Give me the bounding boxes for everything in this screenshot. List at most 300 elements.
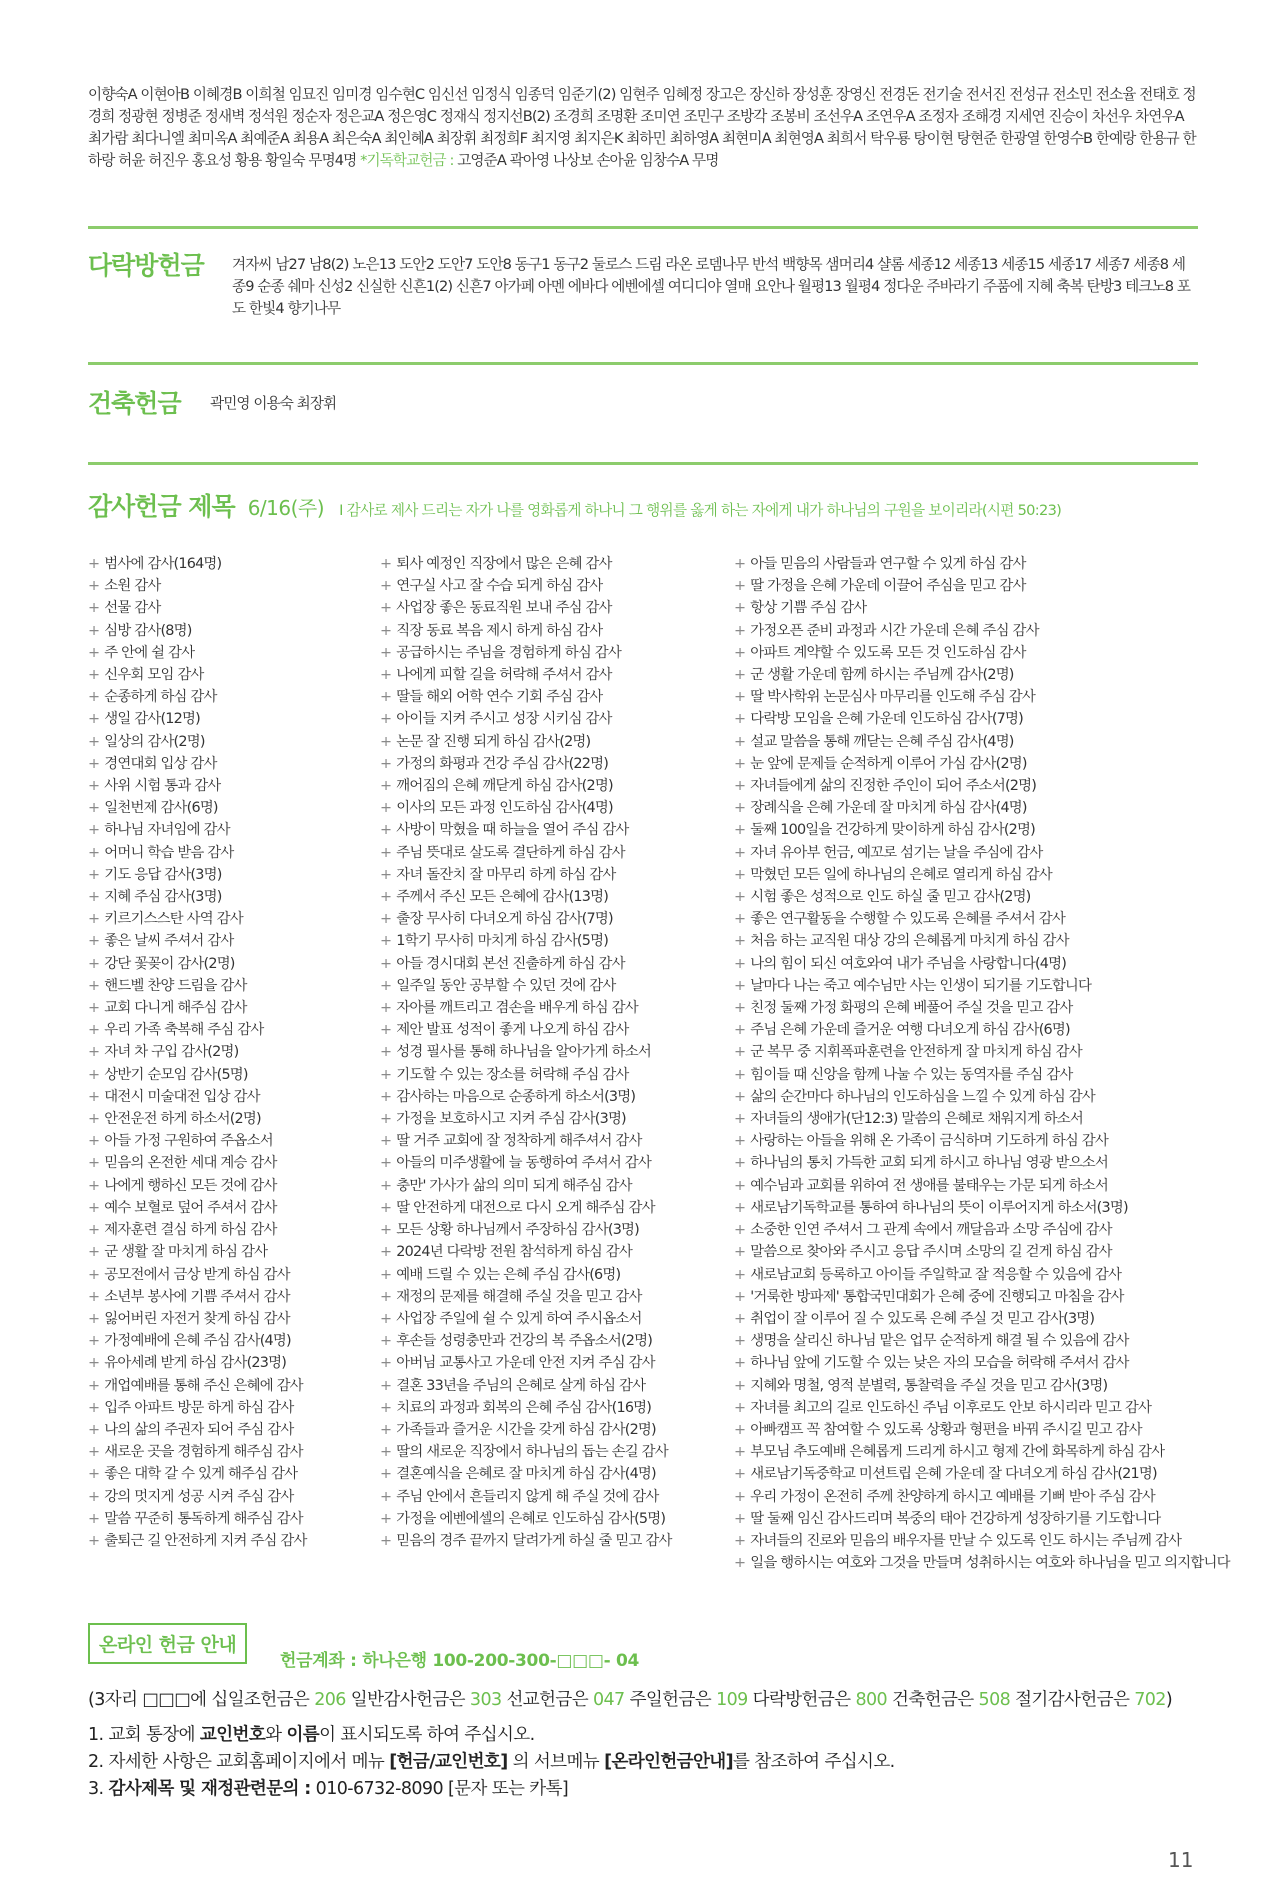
thanks-item-text: 핸드벨 찬양 드림을 감사 — [104, 977, 247, 994]
plus-icon: + — [380, 977, 392, 994]
thanks-item — [380, 708, 672, 730]
plus-icon: + — [734, 1444, 746, 1461]
thanks-item — [734, 1264, 1230, 1286]
thanks-item — [734, 997, 1230, 1019]
plus-icon: + — [380, 1266, 392, 1283]
thanks-item — [88, 731, 307, 753]
plus-icon: + — [380, 1488, 392, 1505]
note-1-text: 1. 교회 통장에 — [88, 1725, 195, 1745]
thanks-item — [88, 553, 307, 575]
plus-icon: + — [734, 556, 746, 572]
thanks-item-text: 새로남기독중학교 미션트립 은혜 가운데 잘 다녀오게 하심 감사(21명) — [750, 1466, 1157, 1483]
thanks-item-text: 아들의 미주생활에 늘 동행하여 주셔서 감사 — [396, 1155, 651, 1172]
thanks-item — [88, 708, 307, 730]
thanks-list-column-3 — [734, 553, 1230, 1574]
plus-icon: + — [734, 1222, 746, 1239]
thanks-item-text: 자녀 돌잔치 잘 마무리 하게 하심 감사 — [396, 866, 616, 883]
plus-icon: + — [734, 1555, 746, 1572]
thanks-item-text: 새로운 곳을 경험하게 해주심 감사 — [104, 1444, 303, 1461]
section-divider — [88, 462, 1198, 465]
thanks-item-text: 일상의 감사(2명) — [104, 733, 205, 750]
thanks-item-text: 딸 둘째 임신 감사드리며 복중의 태아 건강하게 성장하기를 기도합니다 — [750, 1510, 1161, 1527]
plus-icon: + — [88, 1066, 100, 1083]
thanks-item-text: 가정을 에벤에셀의 은혜로 인도하심 감사(5명) — [396, 1510, 666, 1527]
plus-icon: + — [734, 689, 746, 706]
thanks-item — [380, 1486, 672, 1508]
thanks-item — [380, 575, 672, 597]
thanks-item-text: 소원 감사 — [104, 578, 161, 595]
plus-icon: + — [734, 667, 746, 684]
thanks-item — [88, 1041, 307, 1063]
plus-icon: + — [88, 1488, 100, 1505]
plus-icon: + — [734, 866, 746, 883]
thanks-item — [88, 997, 307, 1019]
thanks-item-text: 힘이들 때 신앙을 함께 나눌 수 있는 동역자를 주심 감사 — [750, 1066, 1073, 1083]
thanks-offering-date: 6/16(주) — [247, 496, 325, 520]
thanks-item-text: 사위 시험 통과 감사 — [104, 778, 221, 795]
thanks-item — [88, 819, 307, 841]
thanks-list-column-2 — [380, 553, 672, 1552]
plus-icon: + — [88, 711, 100, 728]
thanks-item — [380, 1108, 672, 1130]
plus-icon: + — [88, 866, 100, 883]
thanks-item-text: 주 안에 쉴 감사 — [104, 644, 195, 661]
thanks-item-text: 아빠캠프 꼭 참여할 수 있도록 상황과 형편을 바꿔 주시길 믿고 감사 — [750, 1421, 1142, 1438]
thanks-item — [88, 1486, 307, 1508]
thanks-item — [88, 797, 307, 819]
thanks-item-text: 말씀 꾸준히 통독하게 해주심 감사 — [104, 1510, 303, 1527]
plus-icon: + — [734, 711, 746, 728]
thanks-item — [88, 1086, 307, 1108]
thanks-item — [380, 797, 672, 819]
thanks-offering-title: 감사헌금 제목 — [88, 492, 235, 521]
plus-icon: + — [734, 1022, 746, 1039]
plus-icon: + — [88, 1088, 100, 1105]
thanks-item — [88, 1508, 307, 1530]
codes-prefix: (3자리 □□□에 십일조헌금은 — [88, 1690, 310, 1710]
plus-icon: + — [380, 1155, 392, 1172]
thanks-item — [380, 753, 672, 775]
mission-code: 047 — [592, 1690, 625, 1710]
thanks-item — [734, 1419, 1230, 1441]
thanks-item-text: 사업장 주일에 쉴 수 있게 하여 주시옵소서 — [396, 1310, 642, 1327]
christian-school-offering-label: *기독학교헌금 : — [360, 152, 454, 169]
thanks-item-text: 생일 감사(12명) — [104, 711, 200, 728]
thanks-item — [88, 1330, 307, 1352]
thanks-item-text: 군 생활 잘 마치게 하심 감사 — [104, 1244, 268, 1261]
thanks-item — [380, 930, 672, 952]
plus-icon: + — [734, 822, 746, 839]
page-number: 11 — [1168, 1848, 1194, 1872]
note-2-text: 2. 자세한 사항은 교회홈페이지에서 메뉴 — [88, 1752, 385, 1772]
note-2-sub: 의 서브메뉴 — [512, 1752, 600, 1772]
donor-names-list — [88, 84, 1198, 172]
thanks-item-text: 제자훈련 결심 하게 하심 감사 — [104, 1222, 277, 1239]
thanks-item — [88, 1441, 307, 1463]
plus-icon: + — [88, 977, 100, 994]
thanks-item — [380, 975, 672, 997]
online-offering-guide-badge: 온라인 헌금 안내 — [88, 1623, 247, 1664]
mission-label: 선교헌금은 — [506, 1690, 589, 1710]
thanks-item-text: 결혼예식을 은혜로 잘 마치게 하심 감사(4명) — [396, 1466, 656, 1483]
thanks-item — [734, 1152, 1230, 1174]
thanks-item-text: 딸 안전하게 대전으로 다시 오게 해주심 감사 — [396, 1199, 655, 1216]
thanks-item — [88, 1241, 307, 1263]
plus-icon: + — [734, 1288, 746, 1305]
plus-icon: + — [88, 1266, 100, 1283]
thanks-item-text: 순종하게 하심 감사 — [104, 689, 217, 706]
thanks-item-text: 가족들과 즐거운 시간을 갖게 하심 감사(2명) — [396, 1421, 656, 1438]
thanks-item-text: 주님 뜻대로 살도록 결단하게 하심 감사 — [396, 844, 625, 861]
thanks-item — [734, 620, 1230, 642]
thanks-item-text: 주께서 주신 모든 은혜에 감사(13명) — [396, 889, 609, 906]
plus-icon: + — [380, 711, 392, 728]
thanks-item — [734, 1463, 1230, 1485]
plus-icon: + — [88, 1222, 100, 1239]
thanks-item — [88, 1419, 307, 1441]
plus-icon: + — [88, 1355, 100, 1372]
thanks-item-text: 삶의 순간마다 하나님의 인도하심을 느낄 수 있게 하심 감사 — [750, 1088, 1095, 1105]
plus-icon: + — [734, 955, 746, 972]
thanks-item — [380, 1264, 672, 1286]
plus-icon: + — [734, 578, 746, 595]
thanks-item — [734, 553, 1230, 575]
thanks-item-text: 아파트 계약할 수 있도록 모든 것 인도하심 감사 — [750, 644, 1026, 661]
thanks-item — [380, 1330, 672, 1352]
plus-icon: + — [88, 1177, 100, 1194]
thanks-item — [734, 975, 1230, 997]
plus-icon: + — [88, 733, 100, 750]
plus-icon: + — [88, 1022, 100, 1039]
thanks-item — [88, 1197, 307, 1219]
thanks-item — [380, 553, 672, 575]
plus-icon: + — [734, 933, 746, 950]
thanks-item — [734, 1130, 1230, 1152]
thanks-item-text: 아들 가정 구원하여 주옵소서 — [104, 1133, 273, 1150]
thanks-item-text: 어머니 학습 받음 감사 — [104, 844, 234, 861]
thanks-item-text: 예수 보혈로 덮어 주셔서 감사 — [104, 1199, 277, 1216]
thanks-item-text: 나에게 피할 길을 허락해 주셔서 감사 — [396, 667, 612, 684]
thanks-item-text: 입주 아파트 방문 하게 하심 감사 — [104, 1399, 294, 1416]
thanks-item — [734, 1064, 1230, 1086]
thanks-item — [380, 597, 672, 619]
thanks-item-text: 제안 발표 성적이 좋게 나오게 하심 감사 — [396, 1022, 629, 1039]
thanks-item — [734, 642, 1230, 664]
thanks-item — [88, 1152, 307, 1174]
thanks-item — [380, 1308, 672, 1330]
plus-icon: + — [380, 1466, 392, 1483]
thanks-item-text: 하나님 앞에 기도할 수 있는 낮은 자의 모습을 허락해 주셔서 감사 — [750, 1355, 1129, 1372]
thanks-item-text: 키르기스스탄 사역 감사 — [104, 911, 243, 928]
thanks-item-text: 우리 가족 축복해 주심 감사 — [104, 1022, 264, 1039]
plus-icon: + — [734, 911, 746, 928]
thanks-item — [380, 731, 672, 753]
plus-icon: + — [88, 822, 100, 839]
plus-icon: + — [734, 889, 746, 906]
plus-icon: + — [380, 1310, 392, 1327]
thanks-item — [734, 708, 1230, 730]
thanks-item-text: 믿음의 온전한 세대 계승 감사 — [104, 1155, 277, 1172]
thanks-item-text: 좋은 대학 갈 수 있게 해주심 감사 — [104, 1466, 298, 1483]
building-offering-title: 건축헌금 — [88, 389, 181, 418]
thanks-item — [734, 1019, 1230, 1041]
plus-icon: + — [88, 1244, 100, 1261]
thanks-item-text: 하나님 자녀임에 감사 — [104, 822, 230, 839]
thanks-item-text: 일을 행하시는 여호와 그것을 만들며 성취하시는 여호와 하나님을 믿고 의지합니다 — [750, 1555, 1230, 1572]
plus-icon: + — [88, 1532, 100, 1549]
thanks-item-text: 강의 멋지게 성공 시켜 주심 감사 — [104, 1488, 294, 1505]
thanks-item — [734, 953, 1230, 975]
thanks-item-text: 공급하시는 주님을 경험하게 하심 감사 — [396, 644, 621, 661]
note-3 — [88, 1776, 895, 1803]
thanks-item-text: 출장 무사히 다녀오게 하심 감사(7명) — [396, 911, 613, 928]
thanks-item-text: 개업예배를 통해 주신 은혜에 감사 — [104, 1377, 303, 1394]
thanks-item-text: 부모님 추도예배 은혜롭게 드리게 하시고 형제 간에 화목하게 하심 감사 — [750, 1444, 1165, 1461]
note-2 — [88, 1749, 895, 1776]
thanks-item-text: 군 복무 중 지휘폭파훈련을 안전하게 잘 마치게 하심 감사 — [750, 1044, 1082, 1061]
thanks-item — [380, 620, 672, 642]
plus-icon: + — [380, 1510, 392, 1527]
plus-icon: + — [734, 1177, 746, 1194]
thanks-item — [88, 597, 307, 619]
plus-icon: + — [734, 622, 746, 639]
seasonal-code: 702 — [1134, 1690, 1166, 1710]
thanks-item-text: 사랑하는 아들을 위해 온 가족이 금식하며 기도하게 하심 감사 — [750, 1133, 1108, 1150]
thanks-item — [734, 1219, 1230, 1241]
thanks-item — [734, 1286, 1230, 1308]
thanks-item — [380, 1019, 672, 1041]
thanks-item-text: 지혜 주심 감사(3명) — [104, 889, 222, 906]
thanks-item — [88, 642, 307, 664]
plus-icon: + — [88, 1421, 100, 1438]
thanks-item — [380, 1463, 672, 1485]
thanks-item — [734, 908, 1230, 930]
offering-codes-line — [88, 1686, 1172, 1711]
thanks-item-text: 범사에 감사(164명) — [104, 556, 222, 572]
thanks-item — [88, 1397, 307, 1419]
thanks-item — [88, 1130, 307, 1152]
thanks-item — [734, 1241, 1230, 1263]
thanks-item-text: 하나님의 통치 가득한 교회 되게 하시고 하나님 영광 받으소서 — [750, 1155, 1108, 1172]
plus-icon: + — [88, 1333, 100, 1350]
sunday-label: 주일헌금은 — [629, 1690, 712, 1710]
plus-icon: + — [88, 1133, 100, 1150]
thanks-item — [734, 1441, 1230, 1463]
thanks-item-text: 대전시 미술대전 입상 감사 — [104, 1088, 260, 1105]
thanks-item — [380, 886, 672, 908]
plus-icon: + — [88, 667, 100, 684]
codes-suffix: ) — [1165, 1690, 1173, 1710]
plus-icon: + — [380, 1044, 392, 1061]
thanks-item-text: 자아를 깨트리고 겸손을 배우게 하심 감사 — [396, 1000, 638, 1017]
plus-icon: + — [88, 778, 100, 795]
thanks-item — [734, 731, 1230, 753]
thanks-item — [88, 953, 307, 975]
thanks-item-text: 강단 꽃꽂이 감사(2명) — [104, 955, 235, 972]
thanks-item — [380, 686, 672, 708]
thanks-item — [380, 1530, 672, 1552]
thanks-item — [88, 1019, 307, 1041]
thanks-item-text: 자녀를 최고의 길로 인도하신 주님 이후로도 안보 하시리라 믿고 감사 — [750, 1399, 1152, 1416]
thanks-item — [734, 1486, 1230, 1508]
thanks-item-text: 나에게 행하신 모든 것에 감사 — [104, 1177, 277, 1194]
plus-icon: + — [380, 1222, 392, 1239]
thanks-item-text: 우리 가정이 온전히 주께 찬양하게 하시고 예배를 기뻐 받아 주심 감사 — [750, 1488, 1155, 1505]
note-3-label: 감사제목 및 재정관련문의 : — [108, 1779, 311, 1799]
thanks-item-text: 주님 안에서 흔들리지 않게 해 주실 것에 감사 — [396, 1488, 659, 1505]
thanks-item — [734, 1352, 1230, 1374]
plus-icon: + — [734, 1066, 746, 1083]
plus-icon: + — [88, 1466, 100, 1483]
thanks-item-text: 논문 잘 진행 되게 하심 감사(2명) — [396, 733, 591, 750]
thanks-item — [734, 753, 1230, 775]
thanks-item — [88, 842, 307, 864]
plus-icon: + — [734, 644, 746, 661]
thanks-item — [380, 1286, 672, 1308]
plus-icon: + — [380, 1399, 392, 1416]
building-label: 건축헌금은 — [892, 1690, 974, 1710]
thanks-item-text: 자녀들의 생애가(단12:3) 말씀의 은혜로 채워지게 하소서 — [750, 1111, 1084, 1128]
thanks-item-text: 상반기 순모임 감사(5명) — [104, 1066, 248, 1083]
thanks-item — [734, 819, 1230, 841]
plus-icon: + — [734, 1488, 746, 1505]
thanks-item-text: 말씀으로 찾아와 주시고 응답 주시며 소망의 길 걷게 하심 감사 — [750, 1244, 1112, 1261]
thanks-item-text: 딸들 해외 어학 연수 기회 주심 감사 — [396, 689, 603, 706]
plus-icon: + — [734, 1000, 746, 1017]
thanks-item-text: 다락방 모임을 은혜 가운데 인도하심 감사(7명) — [750, 711, 1023, 728]
plus-icon: + — [380, 1000, 392, 1017]
thanks-item-text: 치료의 과정과 회복의 은혜 주심 감사(16명) — [396, 1399, 652, 1416]
darakbang-code: 800 — [855, 1690, 888, 1710]
thanks-item — [380, 1041, 672, 1063]
thanks-item — [88, 775, 307, 797]
plus-icon: + — [734, 1510, 746, 1527]
thanks-item-text: 눈 앞에 문제들 순적하게 이루어 가심 감사(2명) — [750, 755, 1027, 772]
plus-icon: + — [88, 1111, 100, 1128]
plus-icon: + — [380, 822, 392, 839]
thanks-item-text: 아들 경시대회 본선 진출하게 하심 감사 — [396, 955, 625, 972]
thanks-item-text: 항상 기쁨 주심 감사 — [750, 600, 867, 617]
thanks-item-text: 심방 감사(8명) — [104, 622, 192, 639]
thanks-item — [734, 597, 1230, 619]
tithe-code: 206 — [314, 1690, 346, 1710]
seasonal-label: 절기감사헌금은 — [1015, 1690, 1130, 1710]
plus-icon: + — [734, 1088, 746, 1105]
thanks-item — [734, 1108, 1230, 1130]
plus-icon: + — [380, 1333, 392, 1350]
note-1-end: 이 표시되도록 하여 주십시오. — [319, 1725, 535, 1745]
plus-icon: + — [734, 1044, 746, 1061]
plus-icon: + — [734, 600, 746, 617]
thanks-item — [88, 686, 307, 708]
thanks-item — [380, 1152, 672, 1174]
thanks-item-text: 선물 감사 — [104, 600, 161, 617]
thanks-item — [380, 1175, 672, 1197]
thanks-item — [88, 864, 307, 886]
thanks-item — [734, 1397, 1230, 1419]
thanks-item-text: 새로남기독학교를 통하여 하나님의 뜻이 이루어지게 하소서(3명) — [750, 1199, 1128, 1216]
plus-icon: + — [734, 755, 746, 772]
plus-icon: + — [88, 1510, 100, 1527]
thanks-item-text: 일천번제 감사(6명) — [104, 800, 218, 817]
thanks-item — [88, 886, 307, 908]
thanks-item — [88, 930, 307, 952]
plus-icon: + — [88, 1444, 100, 1461]
plus-icon: + — [734, 844, 746, 861]
thanks-item — [734, 797, 1230, 819]
plus-icon: + — [88, 689, 100, 706]
plus-icon: + — [88, 1155, 100, 1172]
thanks-item — [88, 1219, 307, 1241]
plus-icon: + — [734, 1111, 746, 1128]
plus-icon: + — [380, 1066, 392, 1083]
thanks-item — [380, 1241, 672, 1263]
plus-icon: + — [88, 1288, 100, 1305]
plus-icon: + — [380, 644, 392, 661]
plus-icon: + — [380, 1288, 392, 1305]
plus-icon: + — [88, 889, 100, 906]
thanks-item — [734, 1041, 1230, 1063]
thanks-item-text: 둘째 100일을 건강하게 맞이하게 하심 감사(2명) — [750, 822, 1035, 839]
thanks-item — [734, 1086, 1230, 1108]
general-code: 303 — [469, 1690, 502, 1710]
thanks-item — [88, 1530, 307, 1552]
thanks-item-text: 모든 상황 하나님께서 주장하심 감사(3명) — [396, 1222, 639, 1239]
thanks-item — [734, 1308, 1230, 1330]
thanks-item-text: 충만' 가사가 삶의 의미 되게 해주심 감사 — [396, 1177, 632, 1194]
thanks-item — [380, 842, 672, 864]
thanks-item — [380, 1219, 672, 1241]
plus-icon: + — [88, 755, 100, 772]
plus-icon: + — [88, 1399, 100, 1416]
plus-icon: + — [380, 755, 392, 772]
thanks-item — [88, 1308, 307, 1330]
plus-icon: + — [734, 1155, 746, 1172]
thanks-item — [88, 1064, 307, 1086]
thanks-item-text: 아이들 지켜 주시고 성장 시키심 감사 — [396, 711, 612, 728]
thanks-item-text: 날마다 나는 죽고 예수님만 사는 인생이 되기를 기도합니다 — [750, 977, 1092, 994]
thanks-item — [734, 1552, 1230, 1574]
plus-icon: + — [380, 911, 392, 928]
thanks-item-text: 유아세례 받게 하심 감사(23명) — [104, 1355, 287, 1372]
thanks-item-text: 자녀들에게 삶의 진정한 주인이 되어 주소서(2명) — [750, 778, 1037, 795]
plus-icon: + — [88, 844, 100, 861]
thanks-item-text: 친정 둘째 가정 화평의 은혜 베풀어 주실 것을 믿고 감사 — [750, 1000, 1073, 1017]
plus-icon: + — [380, 600, 392, 617]
thanks-item — [734, 886, 1230, 908]
thanks-item — [88, 664, 307, 686]
thanks-item-text: 좋은 날씨 주셔서 감사 — [104, 933, 234, 950]
thanks-item-text: 자녀들의 진로와 믿음의 배우자를 만날 수 있도록 인도 하시는 주님께 감사 — [750, 1532, 1182, 1549]
plus-icon: + — [380, 1244, 392, 1261]
plus-icon: + — [380, 1022, 392, 1039]
thanks-item — [88, 753, 307, 775]
plus-icon: + — [380, 778, 392, 795]
thanks-item — [734, 1175, 1230, 1197]
plus-icon: + — [380, 733, 392, 750]
plus-icon: + — [380, 1421, 392, 1438]
thanks-item — [380, 775, 672, 797]
thanks-item-text: 가정예배에 은혜 주심 감사(4명) — [104, 1333, 291, 1350]
thanks-item — [734, 575, 1230, 597]
plus-icon: + — [380, 1111, 392, 1128]
plus-icon: + — [734, 733, 746, 750]
thanks-item — [88, 620, 307, 642]
plus-icon: + — [734, 1266, 746, 1283]
thanks-list-column-1 — [88, 553, 307, 1552]
plus-icon: + — [380, 1177, 392, 1194]
thanks-item — [380, 908, 672, 930]
